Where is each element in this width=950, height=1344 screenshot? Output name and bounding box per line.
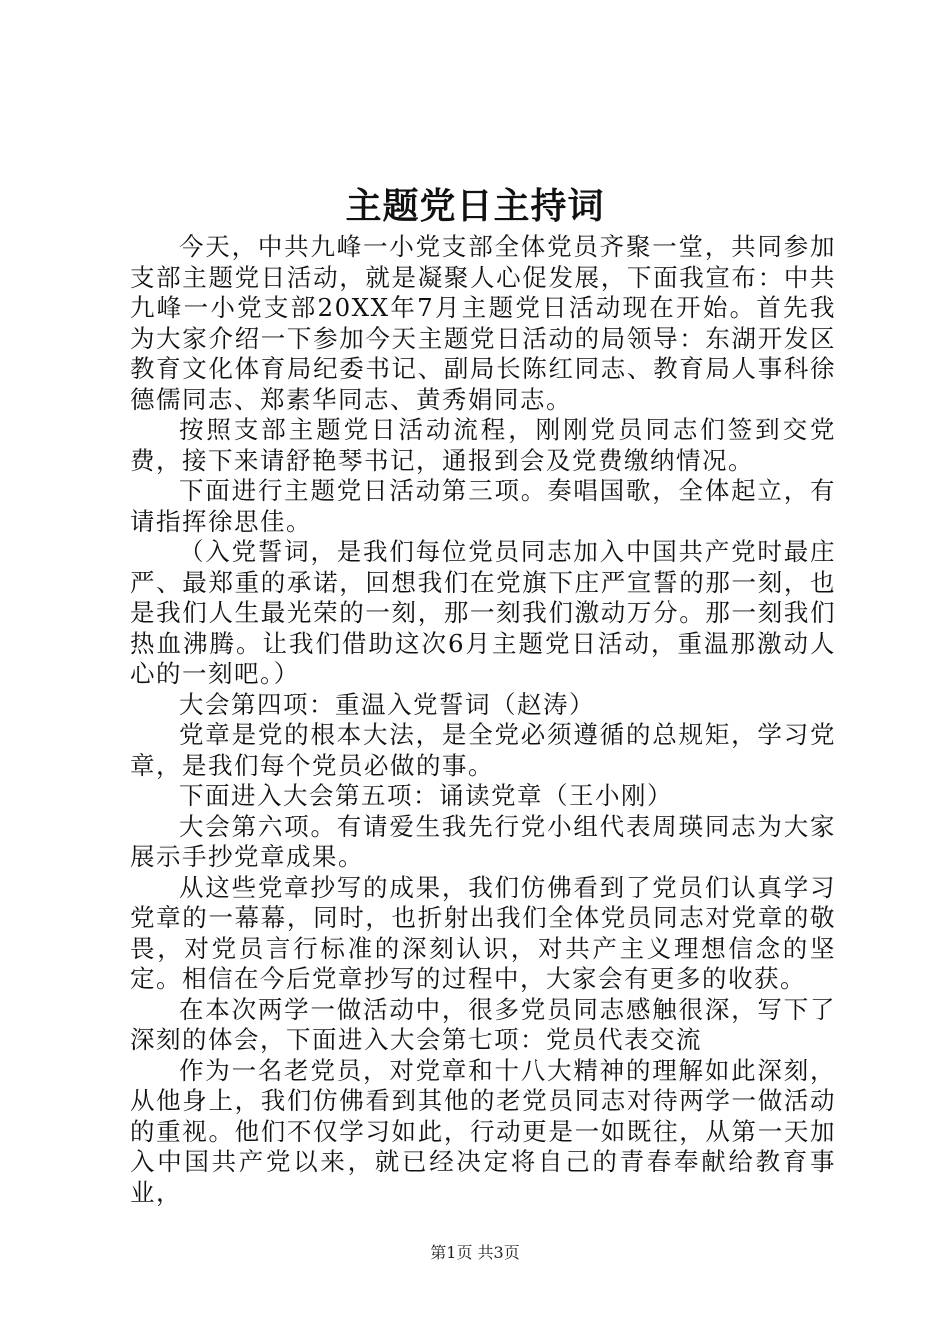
paragraph: 党章是党的根本大法，是全党必须遵循的总规矩，学习党章，是我们每个党员必做的事。 <box>130 720 836 780</box>
paragraph: 下面进入大会第五项：诵读党章（王小刚） <box>179 781 673 810</box>
paragraph: 今天，中共九峰一小党支部全体党员齐聚一堂，共同参加支部主题党日活动，就是凝聚人心促发展，下面我宣布：中共九峰一小党支部20XX年7月主题党日活动现在开始。首先我为大家介绍一下参加今天主题党日活动的局领导：东湖开发区教育文化体育局纪委书记、副局长陈红同志、教育局人事科徐德儒同志、郑素华同志、黄秀娟同志。 <box>130 232 836 414</box>
paragraph: 按照支部主题党日活动流程，刚刚党员同志们签到交党费，接下来请舒艳琴书记，通报到会及党费缴纳情况。 <box>130 415 836 475</box>
document-title: 主题党日主持词 <box>345 186 605 227</box>
paragraph: 下面进行主题党日活动第三项。奏唱国歌，全体起立，有请指挥徐思佳。 <box>130 476 836 536</box>
page-footer: 第1页 共3页 <box>430 1243 520 1262</box>
paragraph: （入党誓词，是我们每位党员同志加入中国共产党时最庄严、最郑重的承诺，回想我们在党旗下庄严宣誓的那一刻，也是我们人生最光荣的一刻，那一刻我们激动万分。那一刻我们热血沸腾。让我们借助这次6月主题党日活动，重温那激动人心的一刻吧。） <box>130 537 836 688</box>
paragraph: 在本次两学一做活动中，很多党员同志感触很深，写下了深刻的体会，下面进入大会第七项：党员代表交流 <box>130 994 836 1054</box>
paragraph: 作为一名老党员，对党章和十八大精神的理解如此深刻，从他身上，我们仿佛看到其他的老党员同志对待两学一做活动的重视。他们不仅学习如此，行动更是一如既往，从第一天加入中国共产党以来，就已经决定将自己的青春奉献给教育事业， <box>130 1055 836 1207</box>
paragraph: 从这些党章抄写的成果，我们仿佛看到了党员们认真学习党章的一幕幕，同时，也折射出我们全体党员同志对党章的敬畏，对党员言行标准的深刻认识，对共产主义理想信念的坚定。相信在今后党章抄写的过程中，大家会有更多的收获。 <box>130 872 836 993</box>
document-body <box>130 232 836 1208</box>
paragraph: 大会第四项：重温入党誓词（赵涛） <box>179 689 595 719</box>
paragraph: 大会第六项。有请爱生我先行党小组代表周瑛同志为大家展示手抄党章成果。 <box>130 811 836 871</box>
